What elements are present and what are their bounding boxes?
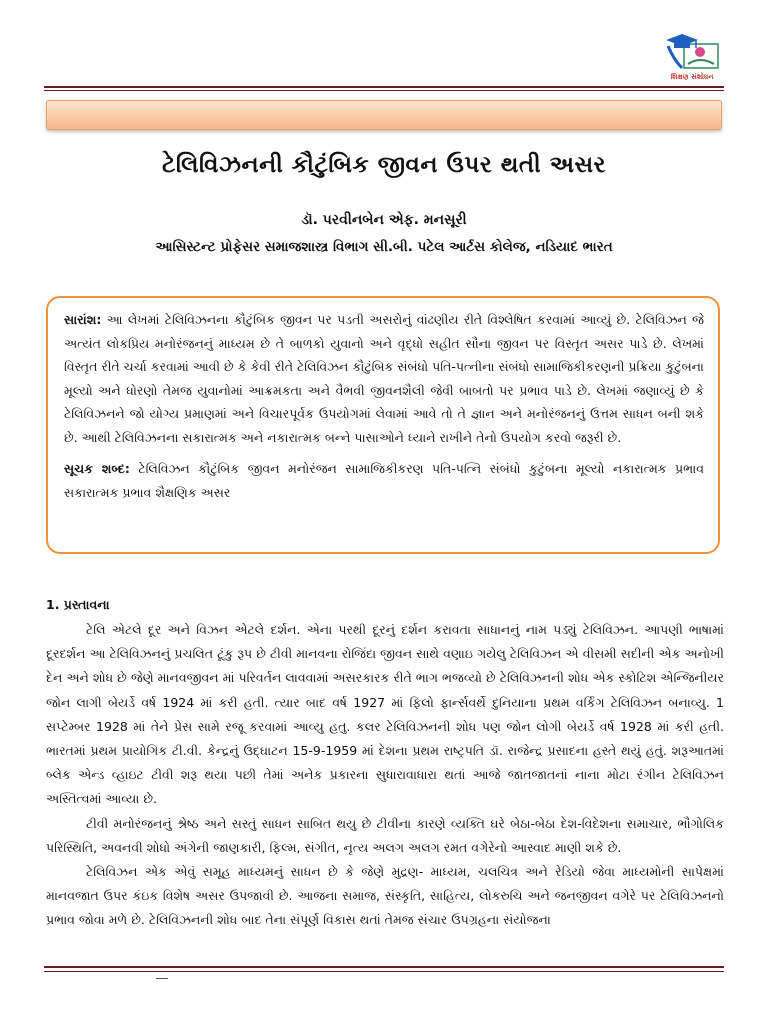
footer-mark	[156, 978, 168, 979]
footer-rule	[44, 966, 724, 968]
graduation-cap-book-icon	[664, 30, 720, 72]
author-name: ડૉ. પરવીનબેન એફ. મનસૂરી	[301, 212, 467, 228]
paper-title: ટેલિવિઝનની કૌટુંબિક જીવન ઉપર થતી અસર	[162, 152, 606, 178]
introduction-section	[46, 594, 724, 933]
abstract-text: આ લેખમાં ટેલિવિઝનના કૌટુંબિક જીવન પર પડતી અસરોનું વાંઢણીય રીતે વિશ્લેષિત કરવામાં આવ્યું છે. ટેલિવિઝન જે અત્યંત લોકપ્રિય મનોરંજનનું માધ્યમ છે તે બાળકો યુવાનો અને વૃદ્ધો સહીત સૌના જીવન પર વિસ્તૃત અસર પાડે છે. લેખમાં વિસ્તૃત રીતે ચર્ચા કરવામાં આવી છે કે કેવી રીતે ટેલિવિઝન કૌટુંબિક સંબંધો પતિ-પત્નીના સંબંધો સામાજિકીકરણની પ્રક્રિયા કુટુંબના મૂલ્યો અને ધોરણો તેમજ યુવાનોમાં આક્રમકતા અને વૈભવી જીવનશૈલી જેવી બાબતો પર પ્રભાવ પાડે છે. લેખમાં જણાવ્યું છે કે ટેલિવિઝનને જો યોગ્ય પ્રમાણમાં અને વિચારપૂર્વક ઉપયોગમાં લેવામાં આવે તો તે જ્ઞાન અને મનોરંજનનું ઉત્તમ સાધન બની શકે છે. આથી ટેલિવિઝનના સકારાત્મક અને નકારાત્મક બન્ને પાસાઓને ધ્યાને રાખીને તેનો ઉપયોગ કરવો જરૂરી છે.	[64, 312, 704, 445]
journal-logo	[664, 30, 720, 82]
body-paragraph: ટેલિ એટલે દૂર અને વિઝન એટલે દર્શન. એના પરથી દૂરનું દર્શન કરાવતા સાધાનનું નામ પડ્યું ટેલિવિઝન. આપણી ભાષામાં દૂરદર્શન આ ટેલિવિઝનનું પ્રચલિત ટૂંકુ રૂપ છે ટીવી માનવના રોજિંદા જીવન સાથે વણાઇ ગયેલુ ટેલિવિઝન એ વીસમી સદીની એક અનોખી દેન અને શોધ છે જેણે માનવજીવન માં પરિવર્તન લાવવામાં અસરકારક રીતે ભાગ ભજવ્યો છે ટેલિવિઝનની શોધ એક સ્કોટિશ એન્જિનીયર જોન લાગી બેયર્ડે વર્ષ 1924 માં કરી હતી. ત્યાર બાદ વર્ષ 1927 માં ફિલો ફાર્ન્સવર્થે દુનિયાના પ્રથમ વર્કિંગ ટેલિવિઝન બનાવ્યુ. 1 સપ્ટેમ્બર 1928 માં તેને પ્રેસ સામે રજૂ કરવામાં આવ્યુ હતુ. કલર ટેલિવિઝનની શોધ પણ જોન લોગી બેયર્ડે વર્ષ 1928 માં કરી હતી. ભારતમાં પ્રથમ પ્રાયોગિક ટી.વી. કેન્દ્રનું ઉદ્ઘાટન 15-9-1959 માં દેશના પ્રથમ રાષ્ટ્રપતિ ડૉ. રાજેન્દ્ર પ્રસાદના હસ્તે થયું હતું. શરૂઆતમાં બ્લેક એન્ડ વ્હાઇટ ટીવી શરૂ થયા પછી તેમાં અનેક પ્રકારના સુધારાવાધારા થતાં આજે જાતજાતનાં નાના મોટા રંગીન ટેલિવિઝન અસ્તિત્વમાં આવ્યા છે.	[46, 622, 724, 807]
body-paragraph: ટીવી મનોરંજનનું શ્રેષ્ઠ અને સસ્તું સાધન સાબિત થયુ છે ટીવીના કારણે વ્યક્તિ ઘરે બેઠા-બેઠા દેશ-વિદેશના સમાચાર, ભૌગોલિક પરિસ્થિતિ, અવનવી શોધો અંગેની જાણકારી, ફિલ્મ, સંગીત, નૃત્ય અલગ અલગ રમત વગેરેનો આસ્વાદ માણી શકે છે.	[46, 815, 724, 855]
header-banner	[46, 100, 722, 130]
author-affiliation: આસિસ્ટન્ટ પ્રોફેસર સમાજશાસ્ત્ર વિભાગ સી.બી. પટેલ આર્ટસ કોલેજ, નડિયાદ ભારત	[155, 239, 613, 255]
abstract-box	[46, 296, 720, 554]
keywords-label: સૂચક શબ્દ:	[64, 461, 130, 476]
keywords-paragraph	[64, 457, 704, 504]
header-rule-thin	[44, 90, 724, 91]
abstract-paragraph	[64, 308, 704, 449]
header-rule	[44, 86, 724, 88]
body-paragraph: ટેલિવિઝન એક એવું સમૂહ માધ્યમનું સાધન છે કે જેણે મુદ્રણ- માધ્યમ, ચલચિત્ર અને રેડિયો જેવા માધ્યમોની સાપેક્ષમાં માનવજાત ઉપર કંઇક વિશેષ અસર ઉપજાવી છે. આજના સમાજ, સંસ્કૃતિ, સાહિત્ય, લોકરુચિ અને જનજીવન વગેરે પર ટેલિવિઝનનો પ્રભાવ જોવા મળે છે. ટેલિવિઝનની શોધ બાદ તેના સંપૂર્ણ વિકાસ થતાં તેમજ સંચાર ઉપગ્રહના સંયોજના	[46, 864, 724, 928]
section-heading: 1. પ્રસ્તાવના	[46, 597, 110, 612]
logo-caption: શિક્ષણ સંશોધન	[670, 73, 714, 81]
keywords-text: ટેલિવિઝન કૌટુંબિક જીવન મનોરંજન સામાજિકીકરણ પતિ-પત્નિ સંબંધો કુટુંબના મૂલ્યો નકારાત્મક પ્રભાવ સકારાત્મક પ્રભાવ શૈક્ષણિક અસર	[64, 461, 704, 500]
abstract-label: સારાંશ:	[64, 312, 102, 327]
footer-rule-thin	[44, 971, 724, 972]
